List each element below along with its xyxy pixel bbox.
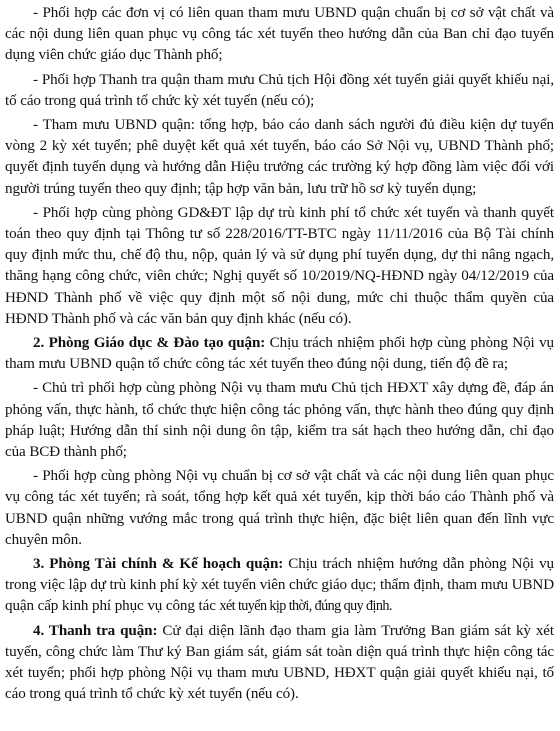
paragraph-coordinate-review: - Phối hợp cùng phòng Nội vụ chuẩn bị cơ sở vật chất và các nội dung liên quan phục vụ công tác xét tuyển; rà soát, tổng hợp kết quả xét tuyển, kịp thời báo cáo Thành phố và UBND quận những vướng mắc trong quá trình thực hiện, đặc biệt liên quan đến lĩnh vực chuyên môn. [5,468,554,548]
section-district-inspection: 4. Thanh tra quận: Cử đại diện lãnh đạo tham gia làm Trưởng Ban giám sát kỳ xét tuyển, công chức làm Thư ký Ban giám sát, giám sát toàn diện quá trình thực hiện công tác xét tuyển; phối hợp phòng Nội vụ tham mưu UBND, HĐXT quận giải quyết khiếu nại, tố cáo trong quá trình tổ chức kỳ xét tuyển (nếu có). [5,622,554,703]
paragraph-exam-preparation: - Chủ trì phối hợp cùng phòng Nội vụ tham mưu Chủ tịch HĐXT xây dựng đề, đáp án phỏng vấn, thực hành, tổ chức thực hiện công tác phỏng vấn, thực hành theo đúng quy định pháp luật; Hướng dẫn thí sinh nội dung ôn tập, kiểm tra sát hạch theo hướng dẫn, chỉ đạo của BCĐ thành phố; [5,380,554,461]
section-heading: 2. Phòng Giáo dục & Đào tạo quận: [33,335,266,352]
section-heading: 3. Phòng Tài chính & Kế hoạch quận: [33,556,284,573]
section-education-department: 2. Phòng Giáo dục & Đào tạo quận: Chịu trách nhiệm phối hợp cùng phòng Nội vụ tham mưu UBND quận tổ chức công tác xét tuyển theo đúng nội dung, tiến độ đề ra; [5,335,554,373]
paragraph-advise-ubnd: - Tham mưu UBND quận: tổng hợp, báo cáo danh sách người đủ điều kiện dự tuyển vòng 2 kỳ xét tuyển; phê duyệt kết quả xét tuyển, báo cáo Sở Nội vụ, UBND Thành phố; quyết định tuyển dụng và hướng dẫn Hiệu trưởng các trường ký hợp đồng làm việc đối với người trúng tuyển theo quy định; tập hợp văn bản, lưu trữ hồ sơ kỳ tuyển dụng; [5,117,554,197]
paragraph-budget-estimate: - Phối hợp cùng phòng GD&ĐT lập dự trù kinh phí tổ chức xét tuyển và thanh quyết toán theo quy định tại Thông tư số 228/2016/TT-BTC ngày 11/11/2016 của Bộ Tài chính quy định mức thu, chế độ thu, nộp, quản lý và sử dụng phí tuyển dụng, dự thi nâng ngạch, thăng hạng công chức, viên chức; Nghị quyết số 10/2019/NQ-HĐND ngày 04/12/2019 của HĐND Thành phố về việc quy định một số nội dung, mức chi thuộc thẩm quyền của HĐND Thành phố và các văn bản quy định khác (nếu có). [5,204,554,327]
section-finance-department: 3. Phòng Tài chính & Kế hoạch quận: Chịu trách nhiệm hướng dẫn phòng Nội vụ trong việc lập dự trù kinh phí kỳ xét tuyển viên chức giáo dục; thẩm định, tham mưu UBND quận cấp kinh phí phục vụ công tác xét tuyển kịp thời, đúng quy định. [5,556,554,615]
paragraph-coordinate-facilities: - Phối hợp các đơn vị có liên quan tham mưu UBND quận chuẩn bị cơ sở vật chất và các nội dung liên quan phục vụ công tác xét tuyển theo hướng dẫn của Ban chỉ đạo tuyển dụng viên chức giáo dục Thành phố; [5,5,554,64]
section-heading: 4. Thanh tra quận: [33,622,158,639]
paragraph-coordinate-inspection: - Phối hợp Thanh tra quận tham mưu Chủ tịch Hội đồng xét tuyển giải quyết khiếu nại, tố cáo trong quá trình tổ chức kỳ xét tuyển (nếu có); [5,71,554,109]
